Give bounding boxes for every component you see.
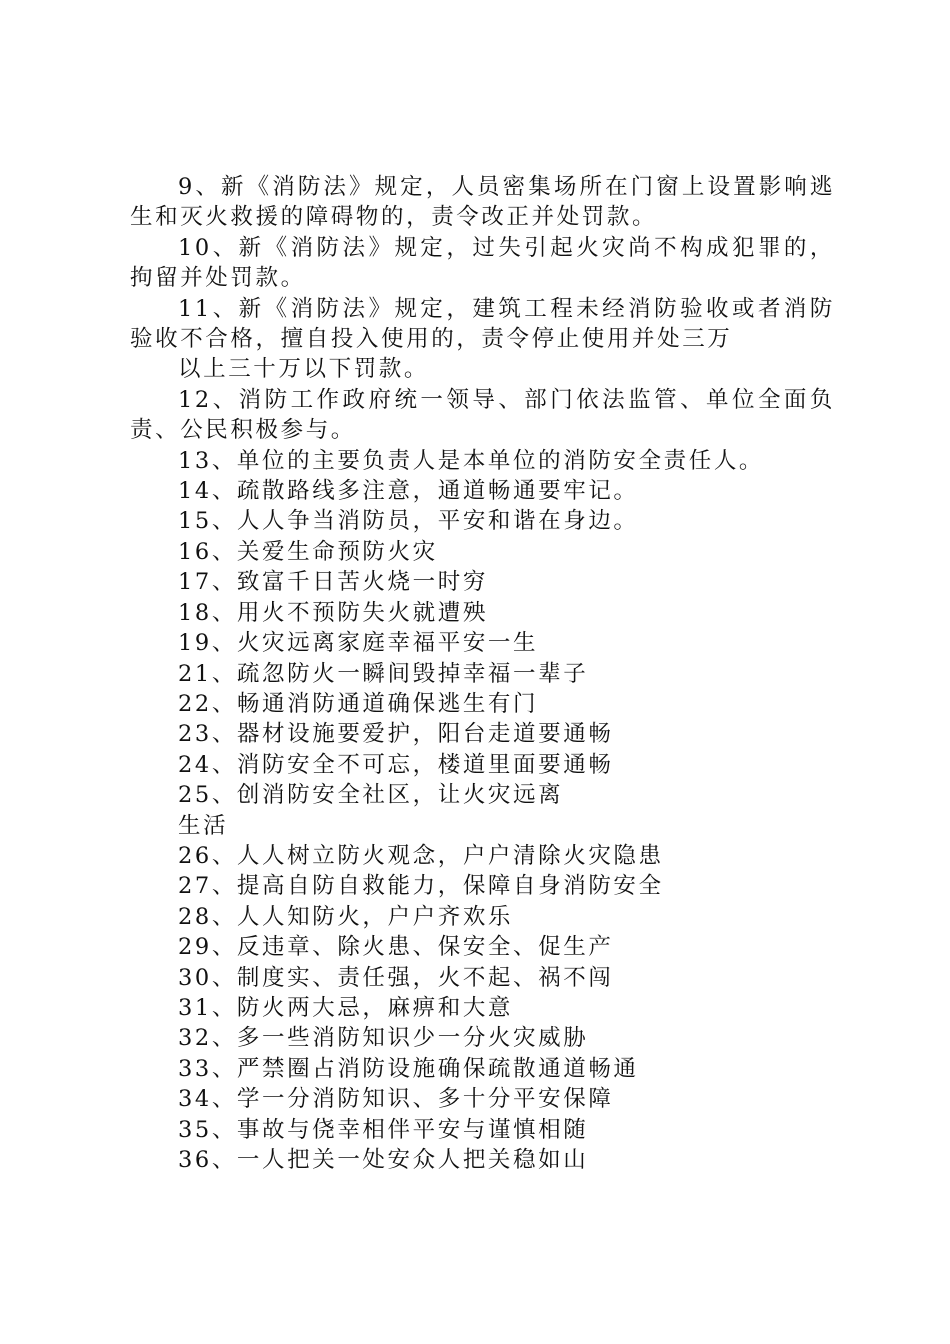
paragraph-35: 35、事故与侥幸相伴平安与谨慎相随 (178, 1116, 589, 1143)
paragraph-32: 32、多一些消防知识少一分火灾威胁 (178, 1025, 589, 1052)
paragraph-33: 33、严禁圈占消防设施确保疏散通道畅通 (178, 1055, 639, 1082)
paragraph-12: 12、消防工作政府统一领导、部门依法监管、单位全面负责、公民积极参与。 (130, 386, 835, 444)
paragraph-18: 18、用火不预防失火就遭殃 (178, 599, 488, 626)
paragraph-10: 10、新《消防法》规定，过失引起火灾尚不构成犯罪的，拘留并处罚款。 (130, 234, 835, 292)
paragraph-30: 30、制度实、责任强，火不起、祸不闯 (178, 964, 614, 991)
paragraph-9: 9、新《消防法》规定，人员密集场所在门窗上设置影响逃生和灭火救援的障碍物的，责令改正并处罚款。 (130, 174, 835, 231)
paragraph-26: 26、人人树立防火观念，户户清除火灾隐患 (178, 842, 664, 869)
paragraph-13: 13、单位的主要负责人是本单位的消防安全责任人。 (178, 447, 765, 474)
paragraph-23: 23、器材设施要爱护，阳台走道要通畅 (178, 721, 614, 748)
paragraph-14: 14、疏散路线多注意，通道畅通要牢记。 (178, 478, 639, 505)
paragraph-21: 21、疏忽防火一瞬间毁掉幸福一辈子 (178, 660, 589, 687)
paragraph-25-continued: 生活 (178, 812, 229, 839)
paragraph-17: 17、致富千日苦火烧一时穷 (178, 569, 488, 596)
paragraph-31: 31、防火两大忌，麻痹和大意 (178, 994, 514, 1021)
paragraph-29: 29、反违章、除火患、保安全、促生产 (178, 934, 614, 961)
paragraph-16: 16、关爱生命预防火灾 (178, 538, 438, 565)
paragraph-15: 15、人人争当消防员，平安和谐在身边。 (178, 508, 639, 535)
paragraph-11-continued: 以上三十万以下罚款。 (178, 356, 430, 383)
paragraph-27: 27、提高自防自救能力，保障自身消防安全 (178, 873, 664, 900)
paragraph-36: 36、一人把关一处安众人把关稳如山 (178, 1147, 589, 1173)
document-body (130, 172, 835, 1175)
paragraph-28: 28、人人知防火，户户齐欢乐 (178, 903, 514, 930)
paragraph-19: 19、火灾远离家庭幸福平安一生 (178, 630, 539, 657)
paragraph-34: 34、学一分消防知识、多十分平安保障 (178, 1086, 614, 1113)
paragraph-24: 24、消防安全不可忘，楼道里面要通畅 (178, 751, 614, 778)
paragraph-25: 25、创消防安全社区，让火灾远离 (178, 782, 564, 809)
paragraph-11: 11、新《消防法》规定，建筑工程未经消防验收或者消防验收不合格，擅自投入使用的，责令停止使用并处三万 (130, 295, 835, 353)
paragraph-22: 22、畅通消防通道确保逃生有门 (178, 690, 539, 717)
